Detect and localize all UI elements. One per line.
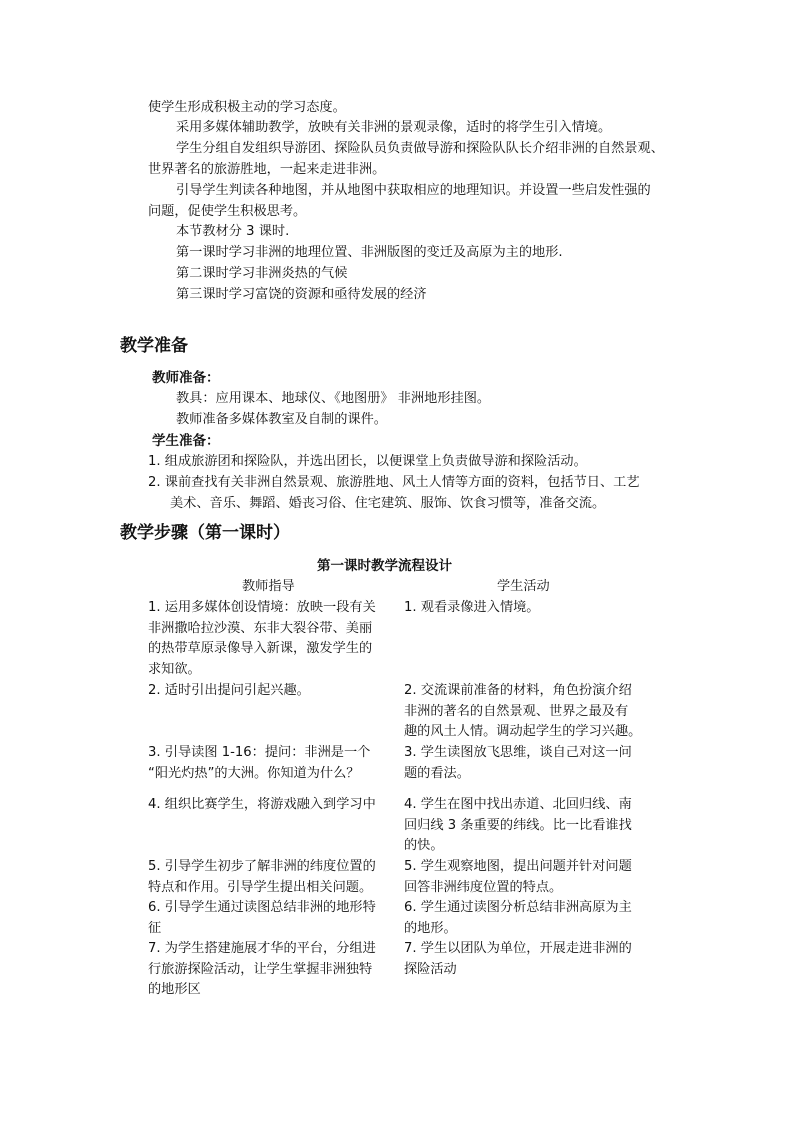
table-cell-teacher	[148, 795, 376, 816]
cell-line: 5. 学生观察地图，提出问题并针对问题	[404, 859, 632, 874]
intro-line: 本节教材分 3 课时.	[176, 224, 290, 239]
cell-line: 行旅游探险活动，让学生掌握非洲独特	[148, 961, 373, 977]
cell-line: 7. 学生以团队为单位，开展走进非洲的	[404, 941, 632, 956]
intro-line: 引导学生判读各种地图，并从地图中获取相应的地理知识。并设置一些启发性强的	[176, 183, 651, 198]
teacher-prep-item: 教师准备多媒体教室及自制的课件。	[176, 412, 387, 427]
table-cell-teacher	[148, 898, 376, 939]
cell-line: 探险活动	[404, 961, 457, 977]
student-prep-item: 美术、音乐、舞蹈、婚丧习俗、住宅建筑、服饰、饮食习惯等，准备交流。	[170, 496, 606, 511]
table-cell-student	[404, 598, 539, 619]
cell-line: 的热带草原录像导入新课，激发学生的	[148, 641, 373, 657]
table-cell-student	[404, 681, 641, 743]
cell-line: 3. 引导读图 1-16：提问：非洲是一个	[148, 745, 371, 760]
table-cell-student	[404, 898, 632, 939]
table-title: 第一课时教学流程设计	[317, 558, 452, 574]
cell-line: 5. 引导学生初步了解非洲的纬度位置的	[148, 859, 376, 874]
cell-line: 非洲的著名的自然景观、世界之最及有	[404, 703, 629, 719]
table-cell-teacher	[148, 857, 376, 898]
intro-line: 第二课时学习非洲炎热的气候	[176, 266, 348, 281]
cell-line: 回归线 3 条重要的纬线。比一比看谁找	[404, 817, 632, 833]
cell-line: 征	[148, 920, 162, 936]
cell-line: 1. 观看录像进入情境。	[404, 600, 540, 615]
teacher-prep-heading: 教师准备：	[152, 370, 220, 386]
cell-line: 求知欲。	[148, 661, 201, 677]
cell-line: 7. 为学生搭建施展才华的平台，分组进	[148, 941, 376, 956]
cell-line: 6. 学生通过读图分析总结非洲高原为主	[404, 900, 632, 915]
cell-line: 的地形区	[148, 982, 201, 998]
intro-line: 第一课时学习非洲的地理位置、非洲版图的变迁及高原为主的地形.	[176, 245, 563, 260]
intro-line: 采用多媒体辅助教学，放映有关非洲的景观录像，适时的将学生引入情境。	[176, 120, 612, 135]
cell-line: 1. 运用多媒体创设情境：放映一段有关	[148, 600, 376, 615]
cell-line: 特点和作用。引导学生提出相关问题。	[148, 879, 373, 895]
column-header-student: 学生活动	[497, 579, 550, 594]
column-header-teacher: 教师指导	[242, 579, 295, 594]
cell-line: 6. 引导学生通过读图总结非洲的地形特	[148, 900, 376, 915]
intro-line: 问题，促使学生积极思考。	[148, 204, 307, 219]
cell-line: 非洲撒哈拉沙漠、东非大裂谷带、美丽	[148, 620, 373, 636]
cell-line: 4. 组织比赛学生，将游戏融入到学习中	[148, 797, 376, 812]
cell-line: 趣的风土人情。调动起学生的学习兴趣。	[404, 724, 642, 740]
cell-line: 回答非洲纬度位置的特点。	[404, 879, 563, 895]
cell-line: “阳光灼热”的大洲。你知道为什么？	[148, 765, 360, 781]
cell-line: 4. 学生在图中找出赤道、北回归线、南	[404, 797, 632, 812]
table-cell-teacher	[148, 743, 370, 784]
intro-line: 世界著名的旅游胜地，一起来走进非洲。	[148, 162, 386, 177]
cell-line: 的地形。	[404, 920, 457, 936]
table-cell-student	[404, 795, 632, 857]
section-heading-prep: 教学准备	[120, 336, 188, 356]
teacher-prep-item: 教具：应用课本、地球仪、《地图册》 非洲地形挂图。	[176, 391, 491, 406]
table-cell-student	[404, 939, 632, 980]
table-cell-student	[404, 857, 632, 898]
intro-line: 学生分组自发组织导游团、探险队员负责做导游和探险队队长介绍非洲的自然景观、	[176, 141, 664, 156]
cell-line: 的快。	[404, 838, 444, 854]
cell-line: 3. 学生读图放飞思维，谈自己对这一问	[404, 745, 632, 760]
cell-line: 2. 适时引出提问引起兴趣。	[148, 683, 310, 698]
student-prep-item: 2. 课前查找有关非洲自然景观、旅游胜地、风土人情等方面的资料，包括节日、工艺	[148, 475, 640, 490]
student-prep-item: 1. 组成旅游团和探险队，并选出团长，以便课堂上负责做导游和探险活动。	[148, 454, 587, 469]
table-cell-teacher	[148, 681, 310, 702]
cell-line: 题的看法。	[404, 765, 470, 781]
table-cell-teacher	[148, 598, 376, 680]
intro-line: 第三课时学习富饶的资源和亟待发展的经济	[176, 287, 427, 302]
table-cell-teacher	[148, 939, 376, 1001]
table-cell-student	[404, 743, 632, 784]
student-prep-heading: 学生准备：	[152, 433, 220, 449]
intro-line: 使学生形成积极主动的学习态度。	[148, 100, 346, 115]
section-heading-steps: 教学步骤（第一课时）	[120, 523, 290, 543]
cell-line: 2. 交流课前准备的材料，角色扮演介绍	[404, 683, 632, 698]
